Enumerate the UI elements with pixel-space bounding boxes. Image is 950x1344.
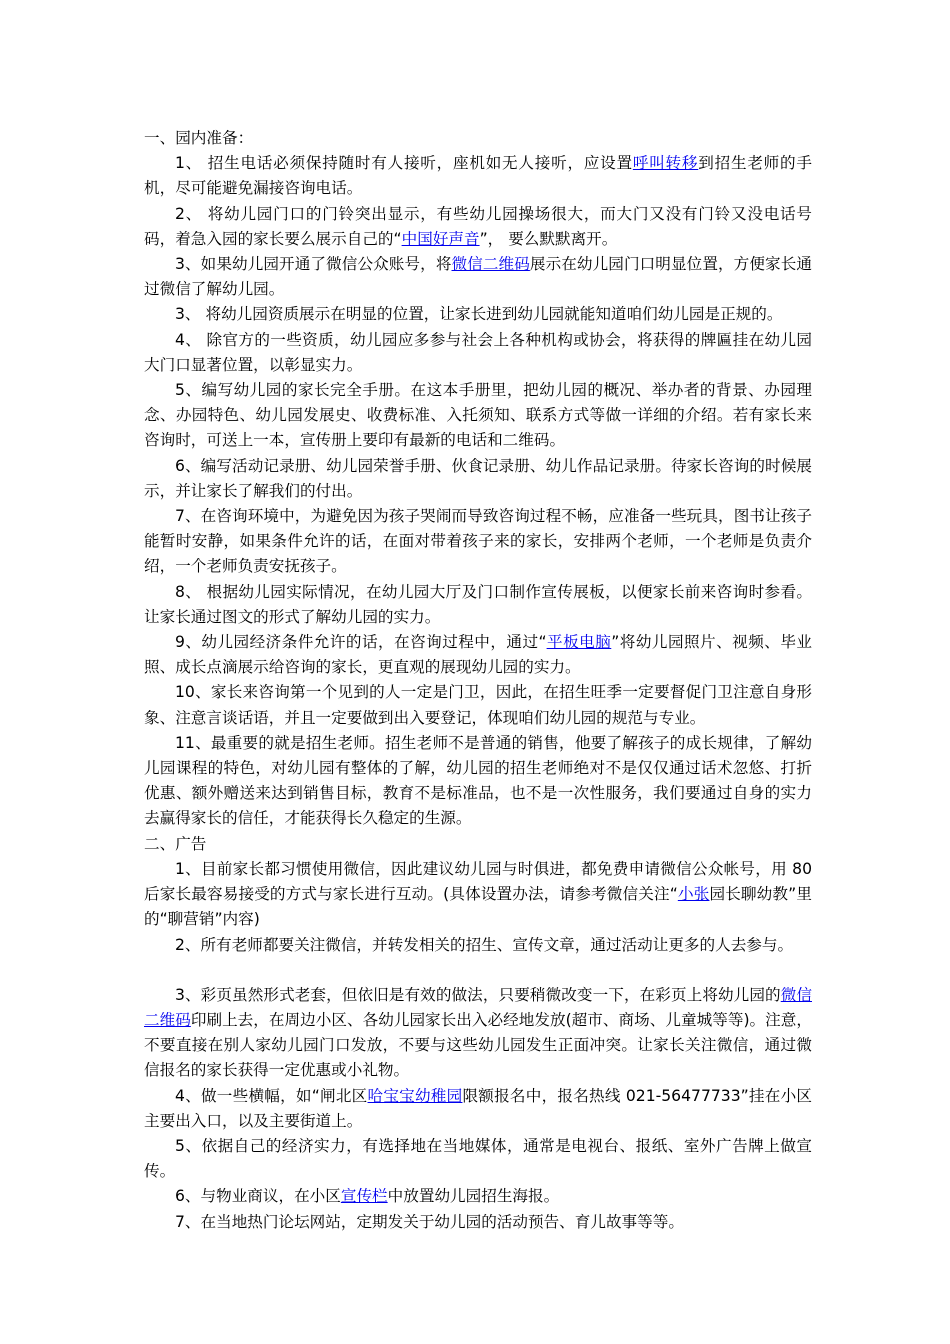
paragraph-doorbell: 2、 将幼儿园门口的门铃突出显示，有些幼儿园操场很大，而大门又没有门铃又没电话号码，着急入园的家长要么展示自己的“中国好声音”， 要么默默离开。 [144, 204, 812, 248]
paragraph-enrollment-teacher: 11、最重要的就是招生老师。招生老师不是普通的销售，他要了解孩子的成长规律，了解幼儿园课程的特色，对幼儿园有整体的了解，幼儿园的招生老师绝对不是仅仅通过话术忽悠、打折优惠、额外赠送来达到销售目标，教育不是标准品，也不是一次性服务，我们要通过自身的实力去赢得家长的信任，才能获得长久稳定的生源。 [144, 733, 812, 828]
paragraph-wechat-account: 1、目前家长都习惯使用微信，因此建议幼儿园与时俱进，都免费申请微信公众帐号，用 80 后家长最容易接受的方式与家长进行互动。(具体设置办法，请参考微信关注“小张园长聊幼教”里的“聊营销”内容) [144, 859, 812, 929]
tablet-link[interactable]: 平板电脑 [546, 633, 612, 652]
document-page [144, 126, 812, 1235]
habaobao-kindergarten-link[interactable]: 哈宝宝幼稚园 [367, 1086, 463, 1105]
paragraph-forums: 7、在当地热门论坛网站，定期发关于幼儿园的活动预告、育儿故事等等。 [175, 1212, 684, 1231]
paragraph-teachers-share: 2、所有老师都要关注微信，并转发相关的招生、宣传文章，通过活动让更多的人去参与。 [175, 935, 794, 954]
voice-of-china-link[interactable]: 中国好声音 [401, 229, 480, 248]
paragraph-media: 5、依据自己的经济实力，有选择地在当地媒体，通常是电视台、报纸、室外广告牌上做宣传。 [144, 1136, 812, 1181]
wechat-qr-link[interactable]: 微信二维码 [451, 255, 530, 274]
blank-line [144, 958, 812, 983]
paragraph-gatekeeper: 10、家长来咨询第一个见到的人一定是门卫，因此，在招生旺季一定要督促门卫注意自身形象、注意言谈话语，并且一定要做到出入要登记，体现咱们幼儿园的规范与专业。 [144, 683, 812, 727]
paragraph-wechat-qr: 3、如果幼儿园开通了微信公众账号，将微信二维码展示在幼儿园门口明显位置，方便家长通过微信了解幼儿园。 [144, 255, 812, 299]
paragraph-plaques: 4、 除官方的一些资质，幼儿园应多参与社会上各种机构或协会，将获得的牌匾挂在幼儿园大门口显著位置，以彰显实力。 [144, 330, 812, 374]
paragraph-banners: 4、做一些横幅，如“闸北区哈宝宝幼稚园限额报名中，报名热线 021-56477733”挂在小区主要出入口，以及主要街道上。 [144, 1086, 812, 1130]
paragraph-parent-handbook: 5、编写幼儿园的家长完全手册。在这本手册里，把幼儿园的概况、举办者的背景、办园理念、办园特色、幼儿园发展史、收费标准、入托须知、联系方式等做一详细的介绍。若有家长来咨询时，可送上一本，宣传册上要印有最新的电话和二维码。 [144, 381, 812, 450]
paragraph-records: 6、编写活动记录册、幼儿园荣誉手册、伙食记录册、幼儿作品记录册。待家长咨询的时候展示，并让家长了解我们的付出。 [144, 456, 812, 500]
xiaozhang-link[interactable]: 小张 [677, 885, 710, 904]
paragraph-phone-transfer: 1、 招生电话必须保持随时有人接听，座机如无人接听，应设置呼叫转移到招生老师的手机，尽可能避免漏接咨询电话。 [144, 154, 812, 198]
paragraph-display-boards: 8、 根据幼儿园实际情况，在幼儿园大厅及门口制作宣传展板，以便家长前来咨询时参看。让家长通过图文的形式了解幼儿园的实力。 [144, 582, 812, 626]
call-forwarding-link[interactable]: 呼叫转移 [632, 154, 699, 173]
bulletin-board-link[interactable]: 宣传栏 [340, 1187, 388, 1206]
wechat-qr-link-2[interactable]: 微信二维码 [144, 985, 812, 1029]
paragraph-flyers: 3、彩页虽然形式老套，但依旧是有效的做法，只要稍微改变一下，在彩页上将幼儿园的微信二维码印刷上去，在周边小区、各幼儿园家长出入必经地发放(超市、商场、儿童城等等)。注意，不要直接在别人家幼儿园门口发放，不要与这些幼儿园发生正面冲突。让家长关注微信，通过微信报名的家长获得一定优惠或小礼物。 [144, 985, 812, 1080]
section-heading-preparation: 一、园内准备： [144, 129, 254, 147]
paragraph-qualification: 3、 将幼儿园资质展示在明显的位置，让家长进到幼儿园就能知道咱们幼儿园是正规的。 [175, 305, 783, 324]
section-heading-advertising: 二、广告 [144, 834, 207, 853]
paragraph-consult-environment: 7、在咨询环境中，为避免因为孩子哭闹而导致咨询过程不畅，应准备一些玩具，图书让孩子能暂时安静，如果条件允许的话，在面对带着孩子来的家长，安排两个老师，一个老师是负责介绍，一个老师负责安抚孩子。 [144, 507, 812, 576]
paragraph-bulletin-board: 6、与物业商议，在小区宣传栏中放置幼儿园招生海报。 [175, 1187, 560, 1206]
paragraph-tablet: 9、幼儿园经济条件允许的话，在咨询过程中，通过“平板电脑”将幼儿园照片、视频、毕业照、成长点滴展示给咨询的家长，更直观的展现幼儿园的实力。 [144, 633, 812, 677]
